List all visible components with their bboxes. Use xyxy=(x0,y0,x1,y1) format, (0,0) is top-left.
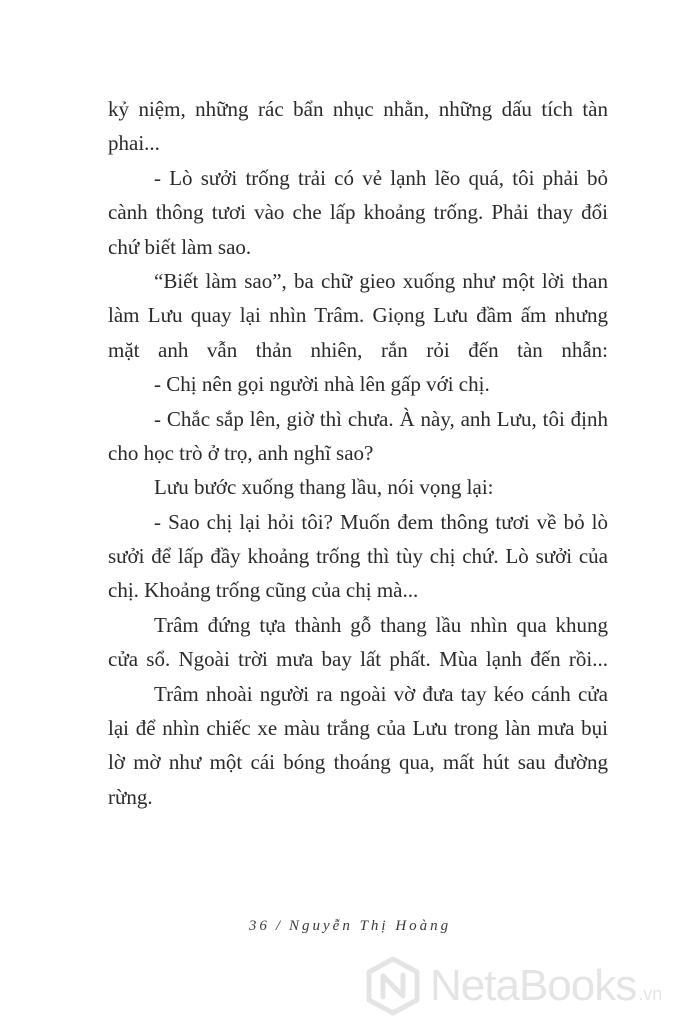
text-line: cành thông tươi vào che lấp khoảng trống. Phải thay đổi xyxy=(108,200,608,225)
text-line: - Chắc sắp lên, giờ thì chưa. À này, anh Lưu, tôi định xyxy=(154,406,608,431)
text-line: kỷ niệm, những rác bẩn nhục nhằn, những dấu tích tàn xyxy=(108,97,608,121)
page-text xyxy=(108,92,608,814)
watermark-text xyxy=(430,961,662,1011)
text-line: lờ mờ như một cái bóng thoáng qua, mất hút sau đường xyxy=(108,750,608,775)
page-number: 36 xyxy=(248,918,270,934)
watermark-brand: NetaBooks xyxy=(430,961,637,1010)
text-line: lại để nhìn chiếc xe màu trắng của Lưu trong làn mưa bụi xyxy=(108,716,608,741)
text-line: - Sao chị lại hỏi tôi? Muốn đem thông tươi về bỏ lò xyxy=(154,509,608,534)
text-line: chị. Khoảng trống cũng của chị mà... xyxy=(108,578,419,603)
text-line: “Biết làm sao”, ba chữ gieo xuống như một lời than xyxy=(154,268,608,293)
text-line: phai... xyxy=(108,131,160,156)
text-line: Trâm đứng tựa thành gỗ thang lầu nhìn qua khung xyxy=(154,612,608,637)
watermark xyxy=(362,950,692,1022)
text-line: làm Lưu quay lại nhìn Trâm. Giọng Lưu đầm ấm nhưng xyxy=(108,303,608,328)
watermark-suffix: .vn xyxy=(638,984,663,1004)
text-line: Lưu bước xuống thang lầu, nói vọng lại: xyxy=(154,475,494,500)
text-line: - Lò sưởi trống trải có vẻ lạnh lẽo quá, tôi phải bỏ xyxy=(154,165,608,190)
text-line: mặt anh vẫn thản nhiên, rắn rỏi đến tàn nhẫn: xyxy=(108,337,608,362)
author-name: Nguyễn Thị Hoàng xyxy=(289,918,452,934)
page-footer xyxy=(0,918,700,935)
netabooks-logo-icon xyxy=(362,955,424,1017)
text-line: cửa sổ. Ngoài trời mưa bay lất phất. Mùa lạnh đến rồi... xyxy=(108,647,608,672)
footer-separator: / xyxy=(275,918,283,934)
text-line: cho học trò ở trọ, anh nghĩ sao? xyxy=(108,440,374,465)
text-line: chứ biết làm sao. xyxy=(108,234,252,259)
text-line: - Chị nên gọi người nhà lên gấp với chị. xyxy=(154,372,490,397)
text-line: rừng. xyxy=(108,784,153,809)
text-line: Trâm nhoài người ra ngoài vờ đưa tay kéo cánh cửa xyxy=(154,681,608,706)
text-line: sưởi để lấp đầy khoảng trống thì tùy chị chứ. Lò sưởi của xyxy=(108,544,608,569)
